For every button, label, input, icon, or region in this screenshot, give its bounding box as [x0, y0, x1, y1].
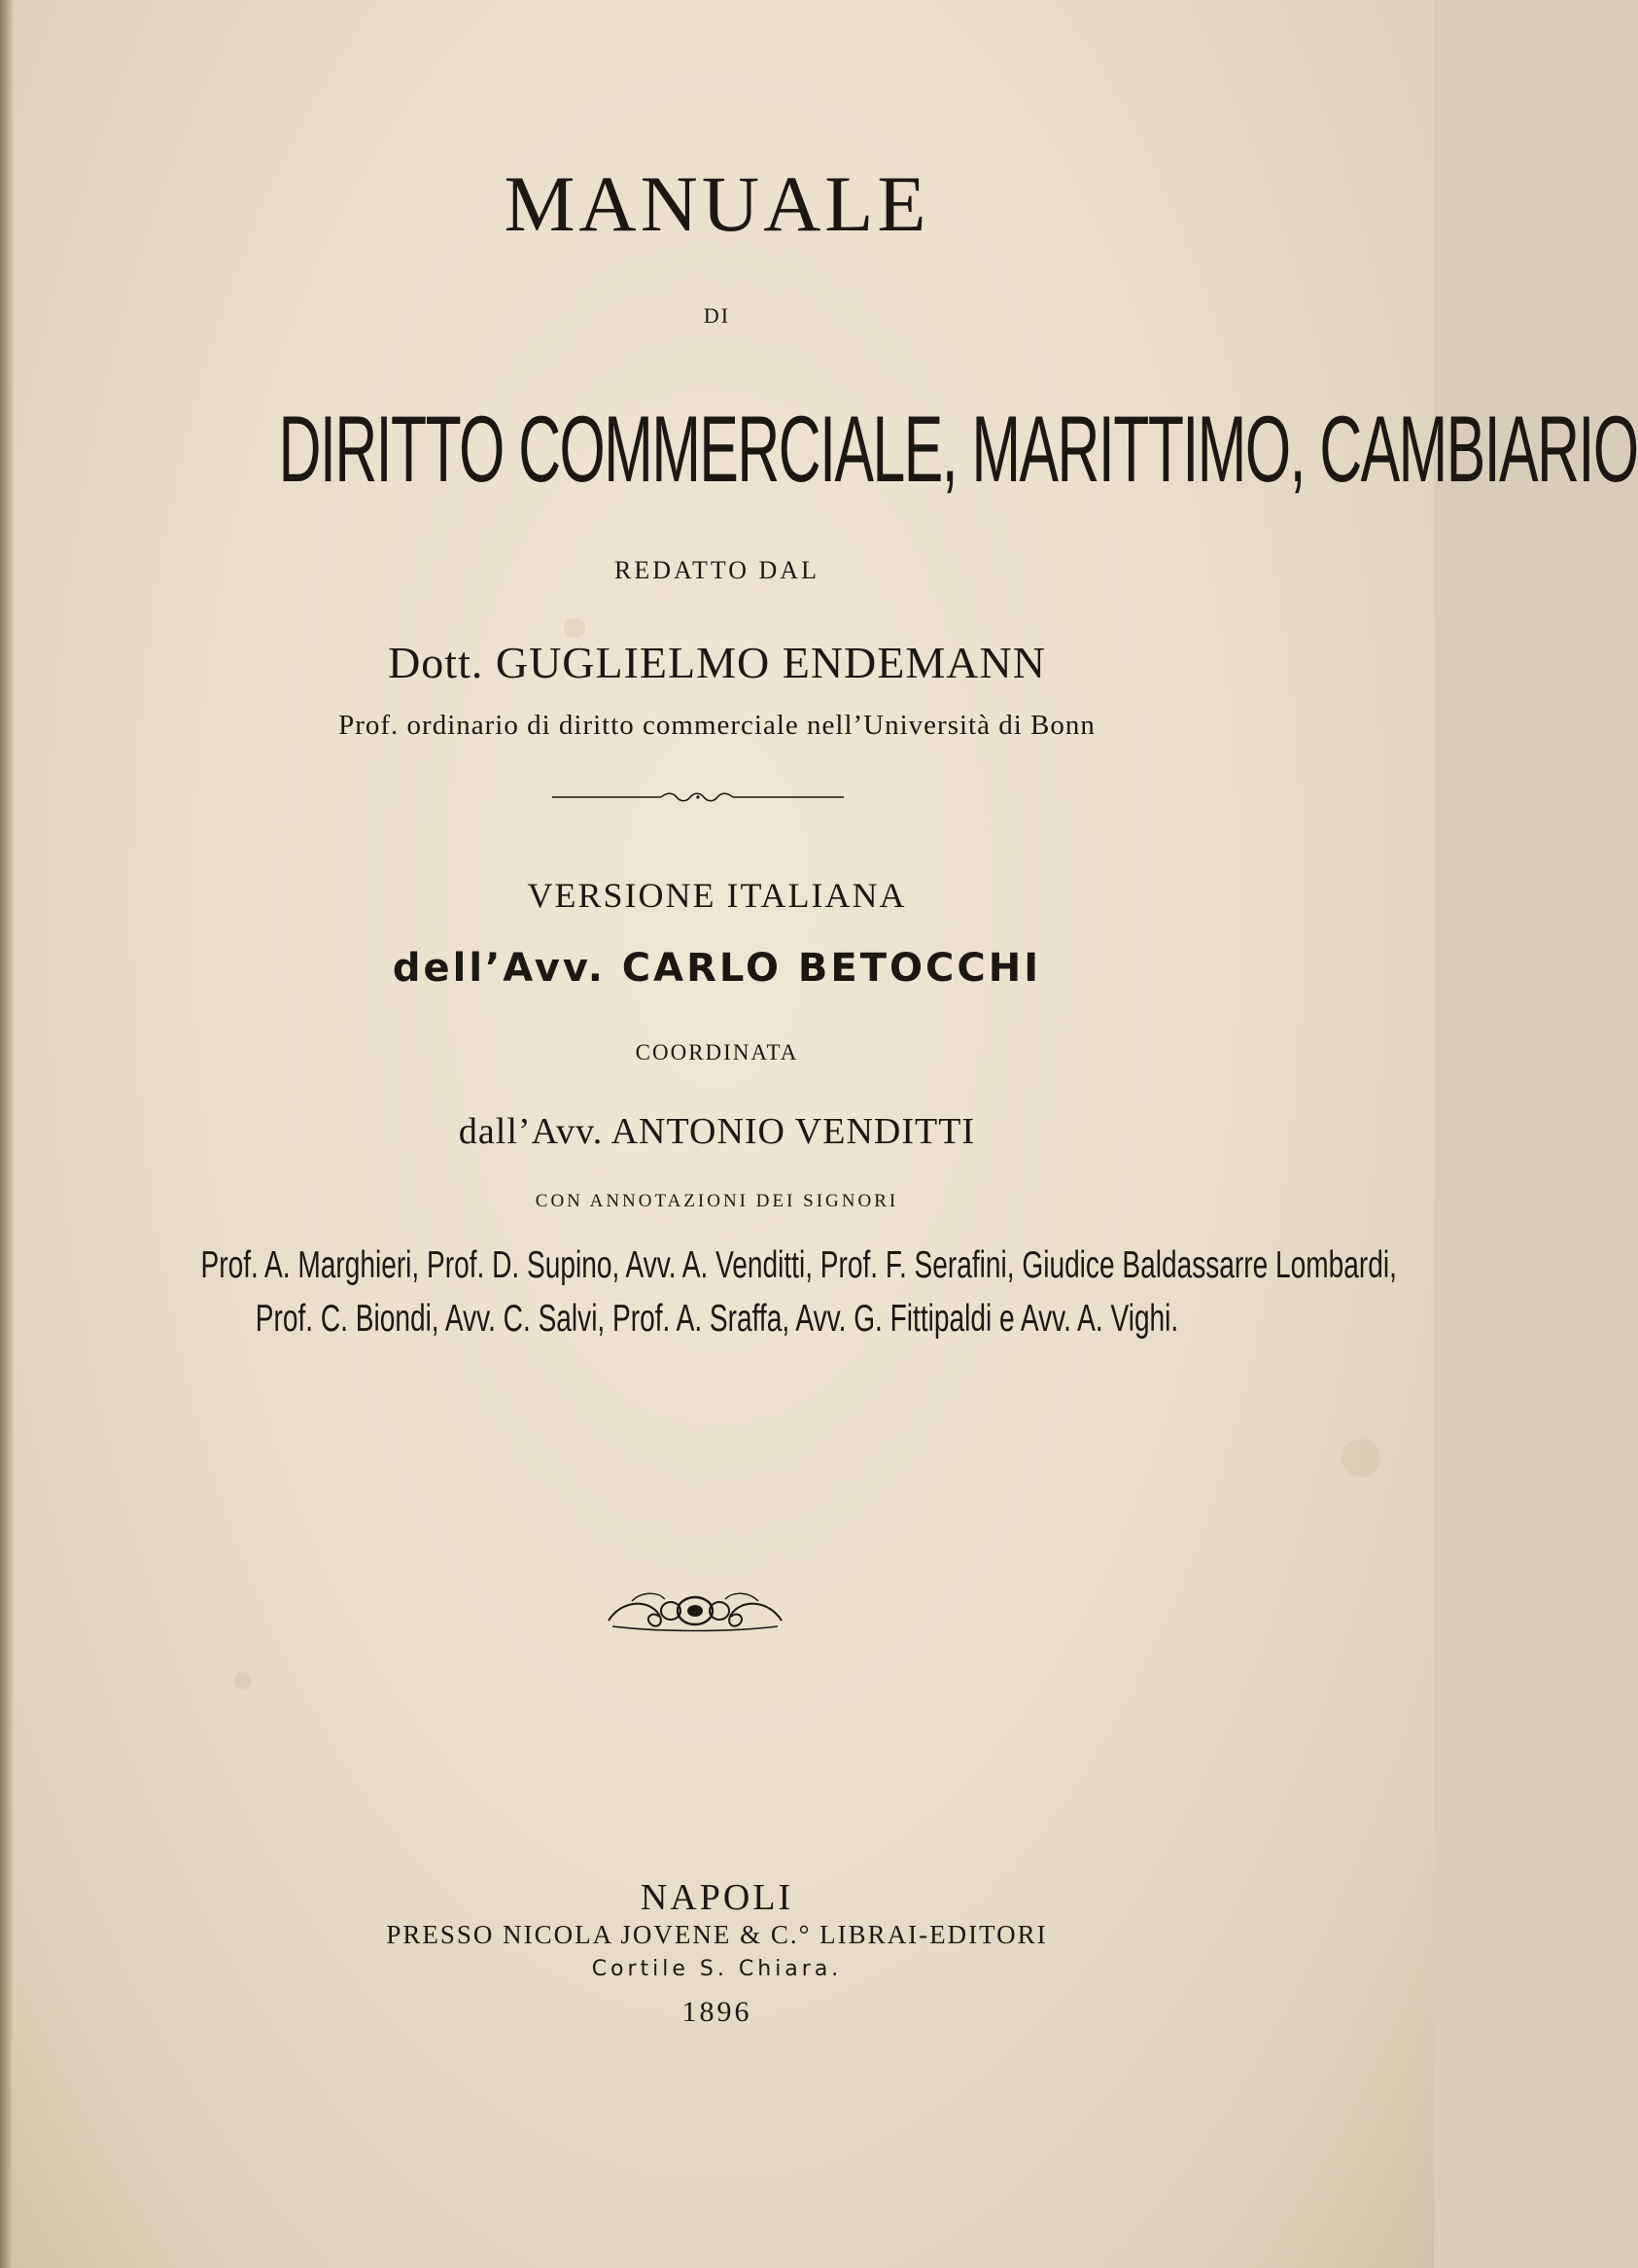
- coordinator-name: dall’Avv. ANTONIO VENDITTI: [458, 1111, 976, 1152]
- book-title: MANUALE: [504, 159, 930, 248]
- title-connector: DI: [703, 303, 731, 328]
- publication-year: 1896: [681, 1996, 752, 2028]
- ornamental-rule: [552, 790, 844, 804]
- scroll-ornament: [603, 1582, 787, 1636]
- version-label: VERSIONE ITALIANA: [527, 876, 907, 915]
- translator-name: dell’Avv. CARLO BETOCCHI: [392, 946, 1042, 991]
- author-role: Prof. ordinario di diritto commerciale nell’Università di Bonn: [338, 710, 1096, 741]
- contributors-line: Prof. A. Marghieri, Prof. D. Supino, Avv. A. Venditti, Prof. F. Serafini, Giudice Baldassarre Lombardi,: [200, 1244, 1397, 1286]
- paper-stain: [1342, 1439, 1380, 1478]
- publication-city: NAPOLI: [640, 1877, 794, 1918]
- paper-stain: [233, 1672, 251, 1690]
- coordinated-label: COORDINATA: [635, 1040, 799, 1064]
- contributors-line: Prof. C. Biondi, Avv. C. Salvi, Prof. A. Sraffa, Avv. G. Fittipaldi e Avv. A. Vighi.: [255, 1298, 1179, 1340]
- edited-by-label: REDATTO DAL: [614, 556, 819, 584]
- annotations-label: CON ANNOTAZIONI DEI SIGNORI: [535, 1191, 899, 1211]
- paper-stain: [564, 617, 585, 639]
- book-subject: DIRITTO COMMERCIALE, MARITTIMO, CAMBIARIO: [278, 397, 1638, 502]
- author-name: Dott. GUGLIELMO ENDEMANN: [388, 638, 1046, 687]
- publisher-name: PRESSO NICOLA JOVENE & C.° LIBRAI-EDITORI: [386, 1920, 1048, 1949]
- publisher-address: Cortile S. Chiara.: [591, 1957, 843, 1981]
